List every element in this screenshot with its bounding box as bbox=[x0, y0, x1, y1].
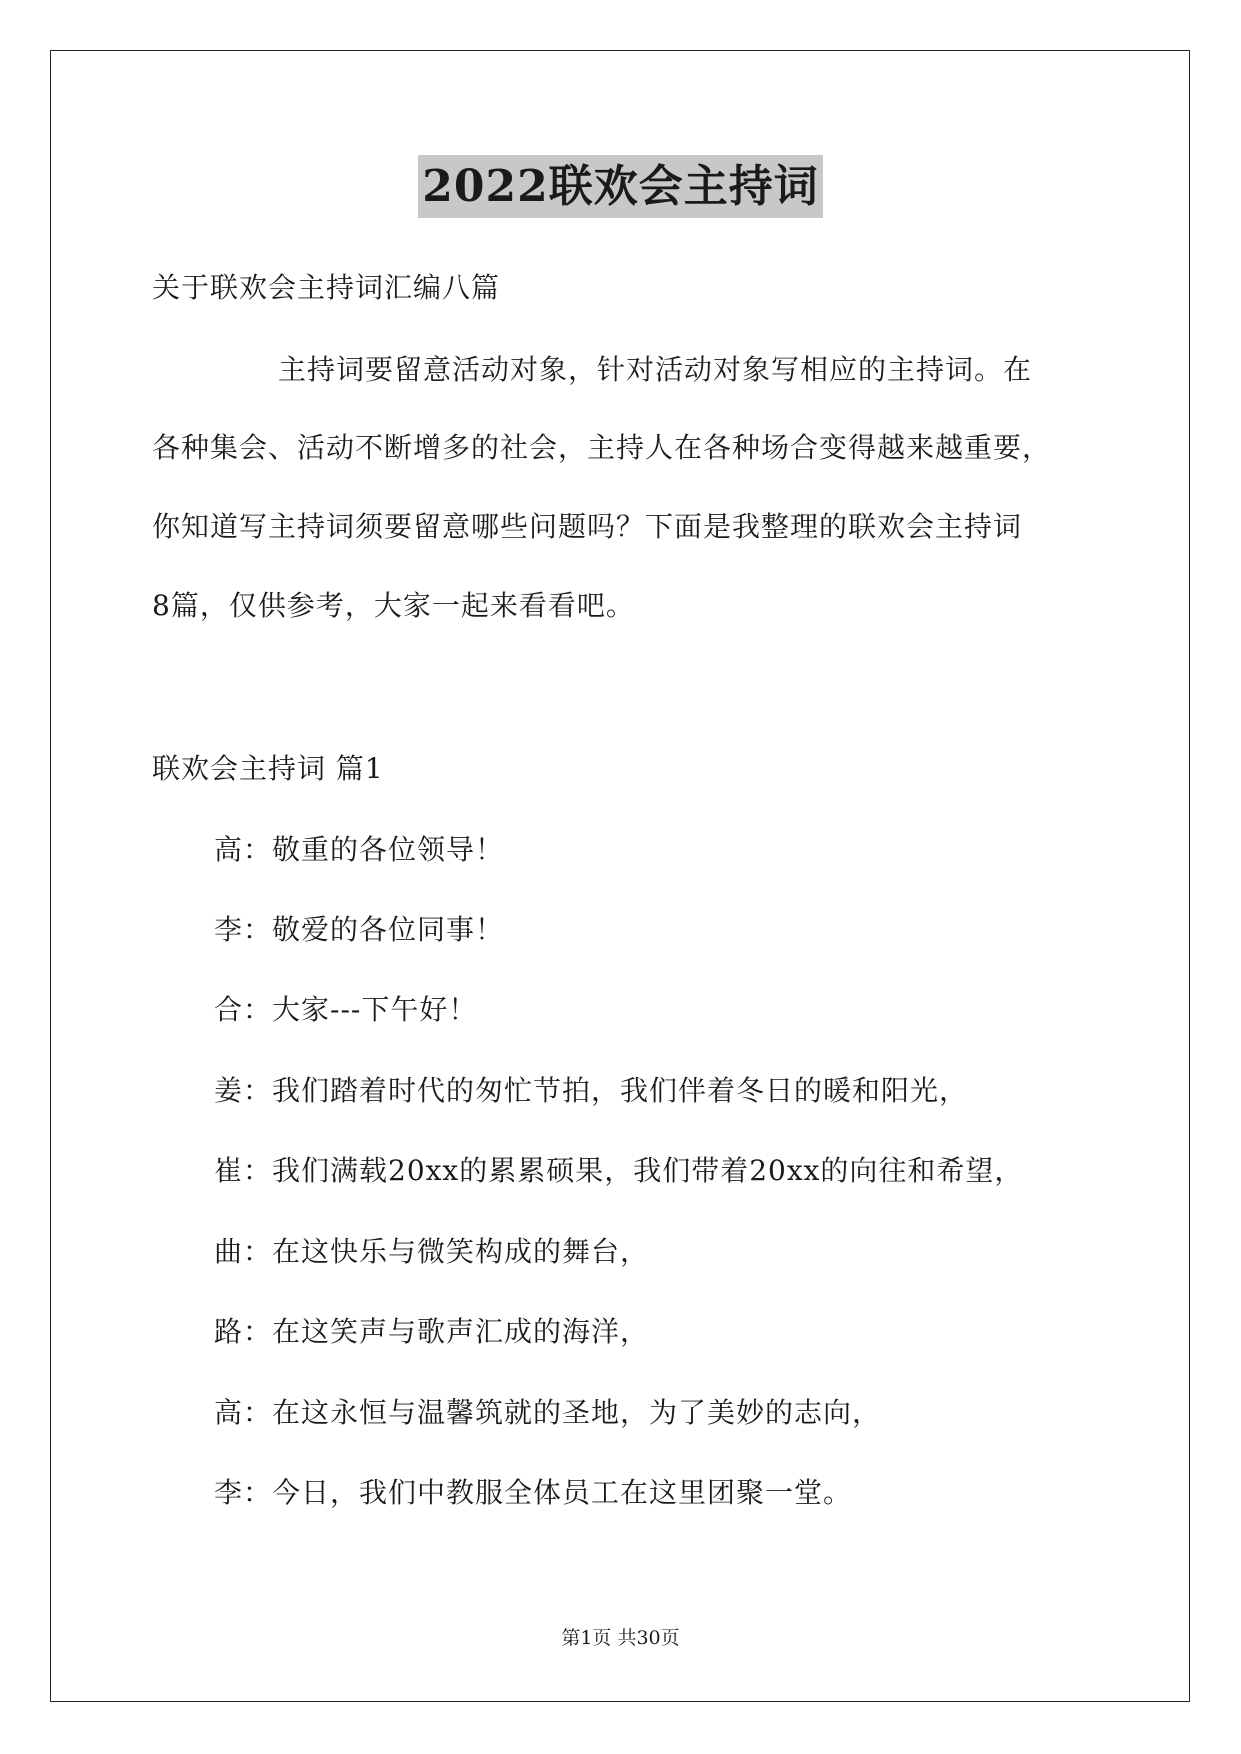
dialogue-line: 李：今日，我们中教服全体员工在这里团聚一堂。 bbox=[214, 1476, 853, 1509]
dialogue-line: 高：敬重的各位领导！ bbox=[214, 833, 505, 866]
dialogue-line: 路：在这笑声与歌声汇成的海洋， bbox=[214, 1315, 650, 1348]
subtitle: 关于联欢会主持词汇编八篇 bbox=[152, 271, 501, 304]
intro-line: 主持词要留意活动对象，针对活动对象写相应的主持词。在 bbox=[278, 353, 1033, 386]
intro-line: 8篇，仅供参考，大家一起来看看吧。 bbox=[152, 589, 635, 622]
dialogue-line: 合：大家---下午好！ bbox=[214, 993, 478, 1026]
dialogue-line: 姜：我们踏着时代的匆忙节拍，我们伴着冬日的暖和阳光， bbox=[214, 1074, 969, 1107]
dialogue-line: 曲：在这快乐与微笑构成的舞台， bbox=[214, 1235, 650, 1268]
document-title: 2022联欢会主持词 bbox=[418, 155, 822, 218]
dialogue-line: 高：在这永恒与温馨筑就的圣地，为了美妙的志向， bbox=[214, 1396, 882, 1429]
dialogue-line: 李：敬爱的各位同事！ bbox=[214, 913, 505, 946]
section-heading: 联欢会主持词 篇1 bbox=[152, 752, 384, 785]
intro-line: 各种集会、活动不断增多的社会，主持人在各种场合变得越来越重要， bbox=[152, 431, 1052, 464]
document-title-wrap bbox=[0, 157, 1241, 217]
dialogue-line: 崔：我们满载20xx的累累硕果，我们带着20xx的向往和希望， bbox=[214, 1154, 1024, 1187]
page-footer: 第1页 共30页 bbox=[561, 1627, 680, 1649]
intro-line: 你知道写主持词须要留意哪些问题吗？下面是我整理的联欢会主持词 bbox=[152, 510, 1023, 543]
